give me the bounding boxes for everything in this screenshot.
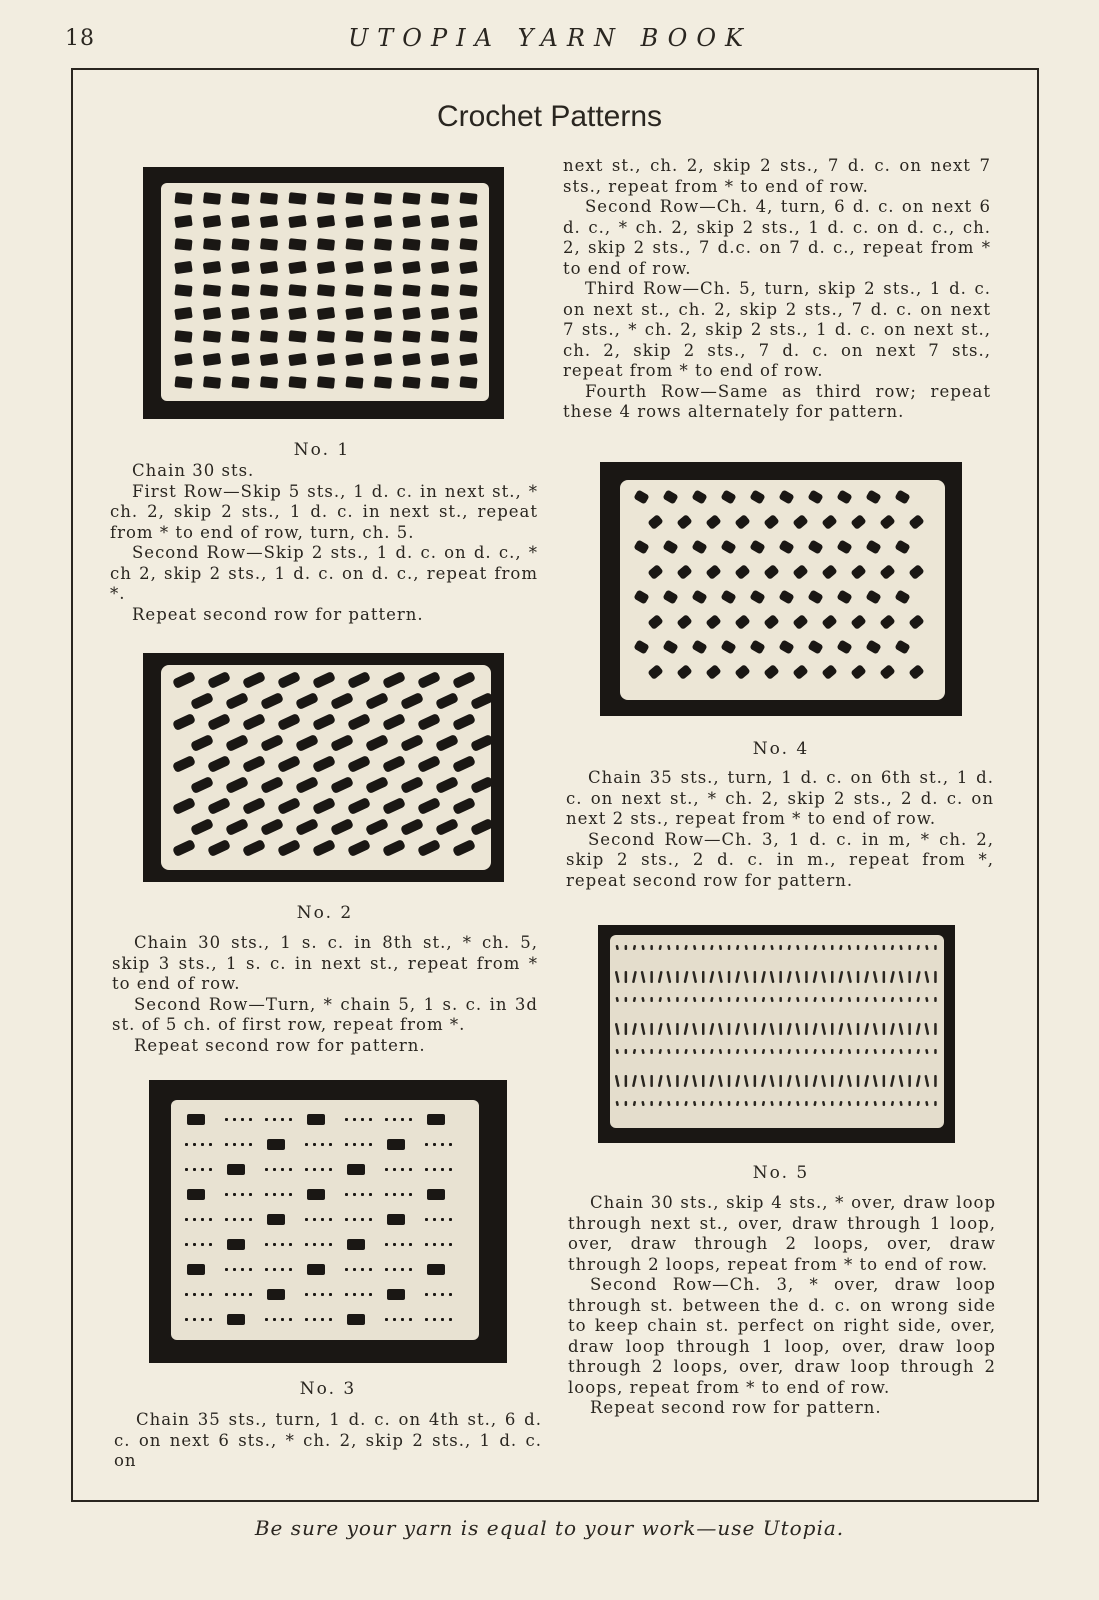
pattern-2-text (112, 933, 538, 1056)
pattern-2-photo (143, 653, 504, 882)
pattern-1-para-3: Second Row—Skip 2 sts., 1 d. c. on d. c., * ch 2, skip 2 sts., 1 d. c. on d. c., repeat from *. (110, 543, 538, 603)
pattern-1-number: No. 1 (293, 440, 351, 460)
pattern-5-number: No. 5 (752, 1163, 810, 1183)
pattern-1-para-4: Repeat second row for pattern. (132, 604, 424, 624)
pattern-4-number: No. 4 (752, 739, 810, 759)
pattern-4-para-2: Second Row—Ch. 3, 1 d. c. in m, * ch. 2, skip 2 sts., 2 d. c. in m., repeat from *, repeat second row for pattern. (566, 829, 994, 890)
pattern-5-text (568, 1193, 996, 1419)
running-title: UTOPIA YARN BOOK (348, 24, 752, 52)
pattern-5-photo (598, 925, 955, 1143)
page-title: Crochet Patterns (436, 100, 663, 133)
pattern-4-text (566, 768, 994, 891)
pattern-2-number: No. 2 (296, 903, 354, 923)
pattern-1-photo (143, 167, 504, 419)
pattern-3-photo (149, 1080, 507, 1363)
pattern-2-para-2: Second Row—Turn, * chain 5, 1 s. c. in 3d st. of 5 ch. of first row, repeat from *. (112, 994, 538, 1034)
pattern-1-para-2: First Row—Skip 5 sts., 1 d. c. in next st., * ch. 2, skip 2 sts., 1 d. c. in next st., repeat from * to end of row, turn, ch. 5. (110, 481, 538, 542)
pattern-5-para-1: Chain 30 sts., skip 4 sts., * over, draw loop through next st., over, draw through 1 loop, over, draw through 2 loops, over, draw through 2 loops, repeat from * to end of row. (568, 1193, 996, 1274)
pattern-4-para-1: Chain 35 sts., turn, 1 d. c. on 6th st., 1 d. c. on next st., * ch. 2, skip 2 sts., 2 d. c. on next 2 sts., repeat from * to end of row. (566, 768, 994, 828)
pattern-3-para-4: Third Row—Ch. 5, turn, skip 2 sts., 1 d. c. on next st., ch. 2, skip 2 sts., 7 d. c. on next 7 sts., * ch. 2, skip 2 sts., 1 d. c. on next st., ch. 2, skip 2 sts., 7 d. c. on next 7 sts., repeat from * to end of row. (563, 279, 991, 380)
pattern-2-para-3: Repeat second row for pattern. (134, 1035, 426, 1055)
pattern-3-number: No. 3 (299, 1379, 357, 1399)
pattern-5-para-3: Repeat second row for pattern. (590, 1398, 882, 1417)
pattern-1-para-1: Chain 30 sts. (132, 461, 255, 480)
pattern-1-text (110, 461, 538, 625)
pattern-3-para-5: Fourth Row—Same as third row; repeat these 4 rows alternately for pattern. (563, 381, 991, 421)
footer-slogan: Be sure your yarn is equal to your work—use Utopia. (254, 1516, 845, 1540)
pattern-3-para-2: next st., ch. 2, skip 2 sts., 7 d. c. on next 7 sts., repeat from * to end of row. (563, 156, 991, 196)
pattern-3-text-left (114, 1410, 542, 1472)
pattern-4-photo (600, 462, 962, 716)
pattern-2-para-1: Chain 30 sts., 1 s. c. in 8th st., * ch. 5, skip 3 sts., 1 s. c. in next st., repeat from * to end of row. (112, 933, 538, 993)
pattern-5-para-2: Second Row—Ch. 3, * over, draw loop through st. between the d. c. on wrong side to keep chain st. perfect on right side, over, draw loop through 1 loop, over, draw loop through 2 loops, over, draw loop through 2 loops, repeat from * to end of row. (568, 1275, 996, 1397)
pattern-3-text-right (563, 156, 991, 423)
page-number: 18 (65, 26, 95, 51)
pattern-3-para-1: Chain 35 sts., turn, 1 d. c. on 4th st., 6 d. c. on next 6 sts., * ch. 2, skip 2 sts., 1 d. c. on (114, 1410, 542, 1470)
pattern-3-para-3: Second Row—Ch. 4, turn, 6 d. c. on next 6 d. c., * ch. 2, skip 2 sts., 1 d. c. on d. c., ch. 2, skip 2 sts., 7 d.c. on 7 d. c., repeat from * to end of row. (563, 197, 991, 278)
